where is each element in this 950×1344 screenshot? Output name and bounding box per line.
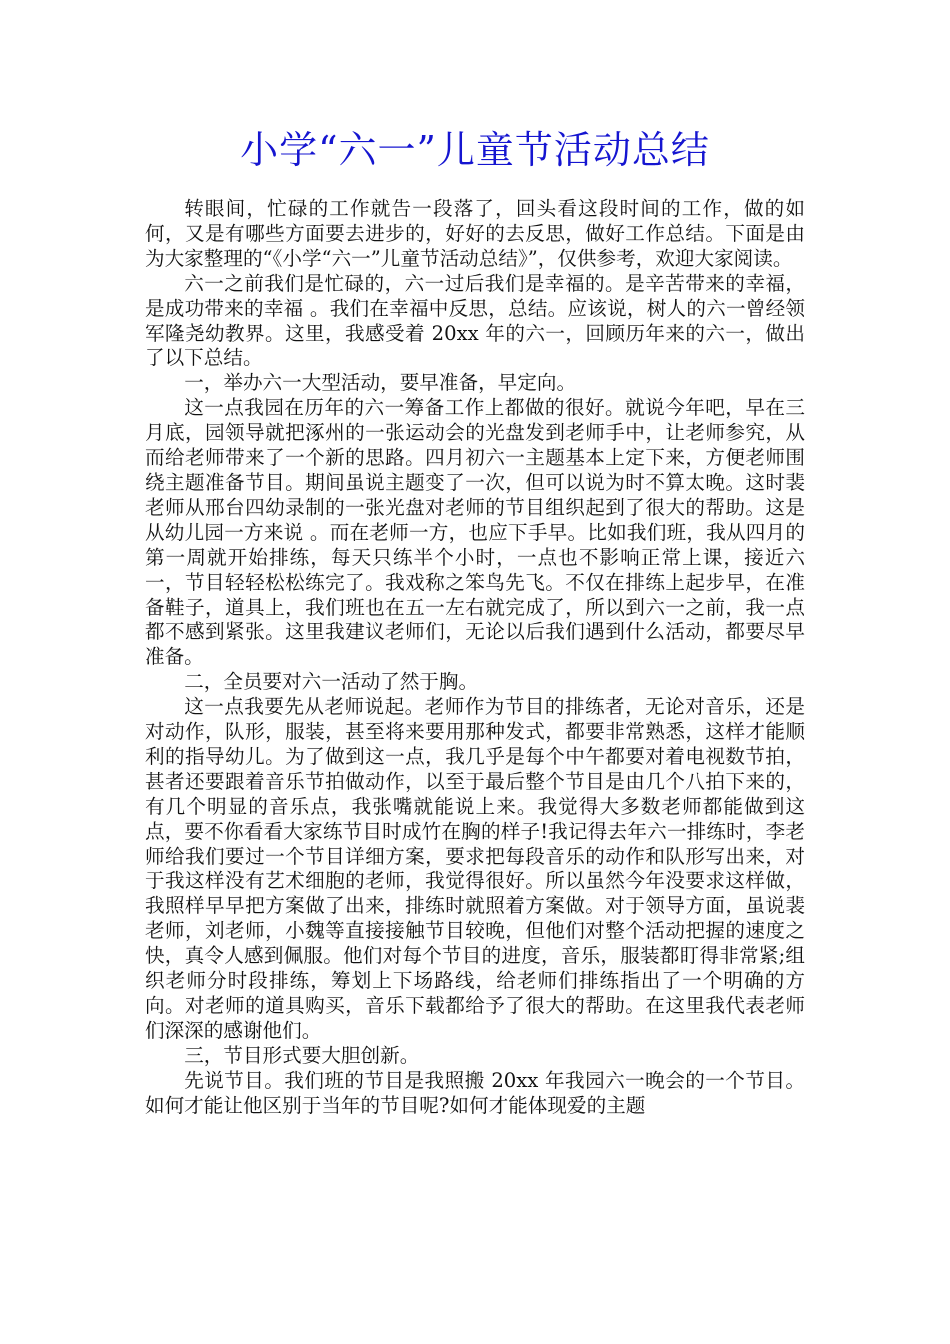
paragraph-overview: 六一之前我们是忙碌的，六一过后我们是幸福的。是辛苦带来的幸福，是成功带来的幸福 。我们在幸福中反思，总结。应该说，树人的六一曾经领军隆尧幼教界。这里，我感受着 20xx 年的六一，回顾历年来的六一，做出了以下总结。 [145, 271, 805, 370]
paragraph-section-1: 这一点我园在历年的六一筹备工作上都做的很好。就说今年吧，早在三月底，园领导就把涿州的一张运动会的光盘发到老师手中，让老师参究，从而给老师带来了一个新的思路。四月初六一主题基本上定下来，方便老师围绕主题准备节目。期间虽说主题变了一次，但可以说为时不算太晚。这时裴老师从邢台四幼录制的一张光盘对老师的节目组织起到了很大的帮助。这是从幼儿园一方来说 。而在老师一方，也应下手早。比如我们班，我从四月的第一周就开始排练，每天只练半个小时，一点也不影响正常上课，接近六一，节目轻轻松松练完了。我戏称之笨鸟先飞。不仅在排练上起步早，在准备鞋子，道具上，我们班也在五一左右就完成了，所以到六一之前，我一点都不感到紧张。这里我建议老师们，无论以后我们遇到什么活动，都要尽早准备。 [145, 396, 805, 669]
section-heading-1: 一，举办六一大型活动，要早准备，早定向。 [184, 371, 577, 395]
document-body [145, 197, 805, 1119]
section-heading-2: 二，全员要对六一活动了然于胸。 [184, 670, 479, 694]
paragraph-section-3: 先说节目。我们班的节目是我照搬 20xx 年我园六一晚会的一个节目。如何才能让他区别于当年的节目呢?如何才能体现爱的主题 [145, 1068, 805, 1117]
section-heading-3: 三，节目形式要大胆创新。 [184, 1043, 420, 1067]
paragraph-intro: 转眼间，忙碌的工作就告一段落了，回头看这段时间的工作，做的如何，又是有哪些方面要去进步的，好好的去反思，做好工作总结。下面是由为大家整理的“《小学“六一”儿童节活动总结》”，仅供参考，欢迎大家阅读。 [145, 197, 805, 270]
paragraph-section-2: 这一点我要先从老师说起。老师作为节目的排练者，无论对音乐，还是对动作，队形，服装，甚至将来要用那种发式，都要非常熟悉，这样才能顺利的指导幼儿。为了做到这一点，我几乎是每个中午都要对着电视数节拍，甚者还要跟着音乐节拍做动作，以至于最后整个节目是由几个八拍下来的，有几个明显的音乐点，我张嘴就能说上来。我觉得大多数老师都能做到这点，要不你看看大家练节目时成竹在胸的样子!我记得去年六一排练时，李老师给我们要过一个节目详细方案，要求把每段音乐的动作和队形写出来，对于我这样没有艺术细胞的老师，我觉得很好。所以虽然今年没要求这样做，我照样早早把方案做了出来，排练时就照着方案做。对于领导方面，虽说裴老师，刘老师，小魏等直接接触节目较晚，但他们对整个活动把握的速度之快，真令人感到佩服。他们对每个节目的进度，音乐，服装都盯得非常紧;组织老师分时段排练，筹划上下场路线，给老师们排练指出了一个明确的方向。对老师的道具购买，音乐下载都给予了很大的帮助。在这里我代表老师们深深的感谢他们。 [145, 695, 805, 1042]
document-title: 小学“六一”儿童节活动总结 [240, 128, 710, 172]
